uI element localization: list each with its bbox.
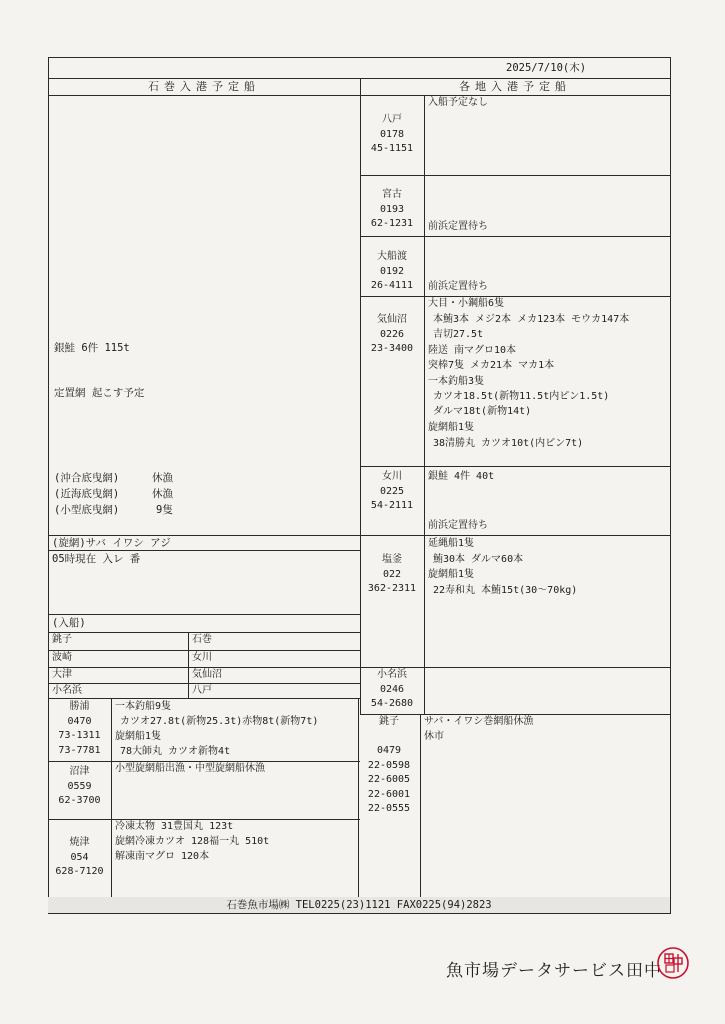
port-tel: 23-3400 xyxy=(370,343,414,354)
port-tel: 022 xyxy=(382,568,402,580)
port-tel: 54-2111 xyxy=(370,500,414,511)
port-detail: 冷凍太物 31豊国丸 123t xyxy=(115,821,234,832)
report-date: 2025/7/10(木) xyxy=(506,62,587,74)
port-detail: サバ・イワシ巻網船休漁 xyxy=(424,716,534,727)
port-name: 八戸 xyxy=(382,114,402,125)
signature: 魚市場データサービス田中 xyxy=(446,961,662,981)
port-tel: 73-1311 xyxy=(58,730,101,741)
port-tel: 0246 xyxy=(379,683,405,695)
port-tel: 22-0555 xyxy=(367,803,411,814)
port-detail: 吉切27.5t xyxy=(433,329,484,340)
port-tel: 0193 xyxy=(379,203,405,215)
port-onahama xyxy=(360,668,424,712)
sokohiki-label: (沖合底曳網) xyxy=(54,472,120,484)
port-tel: 0226 xyxy=(379,328,405,340)
teichi-line: 定置網 起こす予定 xyxy=(54,387,145,399)
right-row-line xyxy=(360,466,671,467)
sokohiki-value: 休漁 xyxy=(152,488,173,500)
port-tel: 73-7781 xyxy=(58,744,101,756)
footer-contact: 石巻魚市場㈱ TEL0225(23)1121 FAX0225(94)2823 xyxy=(226,899,492,911)
port-katsuura xyxy=(48,700,111,758)
port-detail: 小型旋網船出漁・中型旋網船休漁 xyxy=(115,763,265,774)
right-port-column-line xyxy=(424,95,425,714)
nyusen-label: (入船) xyxy=(52,617,86,629)
port-detail: 78大師丸 カツオ新物4t xyxy=(120,746,231,757)
port-detail: 旋網船1隻 xyxy=(115,731,162,742)
nyusen-from: 波崎 xyxy=(52,652,72,663)
port-detail: 突棒7隻 メカ21本 マカ1本 xyxy=(428,360,555,371)
port-name: 焼津 xyxy=(69,837,90,848)
port-detail: 鮪30本 ダルマ60本 xyxy=(433,554,524,565)
port-onagawa xyxy=(360,470,424,514)
right-row-line xyxy=(360,175,671,176)
nyusen-from: 大津 xyxy=(52,669,72,680)
port-detail: 陸送 南マグロ10本 xyxy=(428,345,517,356)
port-tel: 26-4111 xyxy=(370,280,414,291)
left-section-header: 石巻入港予定船 xyxy=(148,80,260,93)
port-tel: 0225 xyxy=(379,485,405,497)
port-tel: 22-6001 xyxy=(367,788,411,800)
nyusen-from: 銚子 xyxy=(52,634,72,645)
port-detail: ダルマ18t(新物14t) xyxy=(433,406,532,417)
port-tel: 54-2680 xyxy=(370,698,414,709)
port-detail: 一本釣船3隻 xyxy=(428,376,485,387)
nyusen-to: 八戸 xyxy=(192,685,212,696)
nyusen-to: 石巻 xyxy=(192,634,212,645)
nyusen-from: 小名浜 xyxy=(52,685,82,696)
port-status: 前浜定置待ち xyxy=(428,281,488,292)
sokohiki-label: (近海底曳網) xyxy=(54,488,120,500)
port-detail: 延縄船1隻 xyxy=(428,538,475,549)
port-detail: 22寿和丸 本鮪15t(30～70kg) xyxy=(433,585,578,596)
port-hachinohe xyxy=(360,113,424,157)
sokohiki-value: 休漁 xyxy=(152,472,173,484)
port-kesennuma xyxy=(360,313,424,357)
port-name: 大船渡 xyxy=(377,251,407,262)
port-miyako xyxy=(360,188,424,232)
nyusen-to: 女川 xyxy=(192,652,212,663)
port-ofunato xyxy=(360,250,424,294)
port-choshi xyxy=(358,715,420,817)
left-row-line xyxy=(48,614,360,615)
port-yaizu xyxy=(48,836,111,880)
table-top-border xyxy=(48,57,671,58)
port-tel: 0178 xyxy=(379,128,405,140)
port-name: 小名浜 xyxy=(377,669,407,680)
port-tel xyxy=(358,730,420,745)
seal-stamp-icon xyxy=(656,946,690,980)
right-row-line xyxy=(360,296,671,297)
port-tel: 62-1231 xyxy=(370,218,414,229)
port-status: 前浜定置待ち xyxy=(428,520,488,531)
port-detail: 大目・小鋼船6隻 xyxy=(428,298,505,309)
port-detail: カツオ18.5t(新物11.5t内ピン1.5t) xyxy=(433,391,610,402)
right-row-line xyxy=(360,535,671,536)
port-name: 銚子 xyxy=(379,716,399,727)
port-detail: カツオ27.8t(新物25.3t)赤物8t(新物7t) xyxy=(120,716,319,727)
port-name: 勝浦 xyxy=(69,701,90,712)
sokohiki-label: (小型底曳網) xyxy=(54,504,120,516)
port-detail: 本鮪3本 メジ2本 メカ123本 モウカ147本 xyxy=(433,314,630,325)
port-detail: 38清勝丸 カツオ10t(内ピン7t) xyxy=(433,438,584,449)
senmo-status: 05時現在 入レ 番 xyxy=(52,553,141,565)
port-detail: 一本釣船9隻 xyxy=(115,701,172,712)
nyusen-to: 気仙沼 xyxy=(192,669,222,680)
port-tel: 0479 xyxy=(376,745,402,756)
port-shiogama xyxy=(360,553,424,597)
port-tel: 22-6005 xyxy=(367,774,411,785)
left-port-column-line xyxy=(111,698,112,897)
lower-right-column-line xyxy=(420,714,421,897)
port-name: 気仙沼 xyxy=(377,314,407,325)
table-right-border xyxy=(670,57,671,914)
port-tel: 628-7120 xyxy=(55,866,104,877)
right-row-line xyxy=(360,236,671,237)
port-tel: 45-1151 xyxy=(370,143,414,154)
port-numazu xyxy=(48,765,111,809)
port-name: 女川 xyxy=(382,471,402,482)
port-tel: 62-3700 xyxy=(58,795,101,806)
port-tel: 054 xyxy=(70,851,89,863)
port-tel: 362-2311 xyxy=(367,583,417,594)
port-detail: 解凍南マグロ 120本 xyxy=(115,851,210,862)
port-detail: 休市 xyxy=(424,731,444,742)
port-tel: 22-0598 xyxy=(367,759,411,771)
port-name: 宮古 xyxy=(382,189,402,200)
sokohiki-value: 9隻 xyxy=(156,504,173,516)
port-tel: 0559 xyxy=(67,780,92,792)
port-name: 塩釜 xyxy=(382,554,402,565)
port-tel: 0470 xyxy=(67,715,92,727)
nyusen-split-line xyxy=(188,632,189,698)
port-detail: 旋網冷凍カツオ 128福一丸 510t xyxy=(115,836,270,847)
table-bottom-border xyxy=(48,913,671,914)
senmo-label: (旋網)サバ イワシ アジ xyxy=(52,537,171,549)
right-section-header: 各地入港予定船 xyxy=(459,80,571,93)
port-status: 前浜定置待ち xyxy=(428,221,488,232)
port-tel: 0192 xyxy=(379,265,405,277)
main-split-line xyxy=(360,78,361,714)
port-name: 沼津 xyxy=(69,766,90,777)
port-detail: 入船予定なし xyxy=(428,97,488,108)
port-detail: 旋網船1隻 xyxy=(428,422,475,433)
port-detail: 旋網船1隻 xyxy=(428,569,475,580)
port-detail: 銀鮭 4件 40t xyxy=(428,471,495,482)
ginzake-line: 銀鮭 6件 115t xyxy=(54,342,130,354)
